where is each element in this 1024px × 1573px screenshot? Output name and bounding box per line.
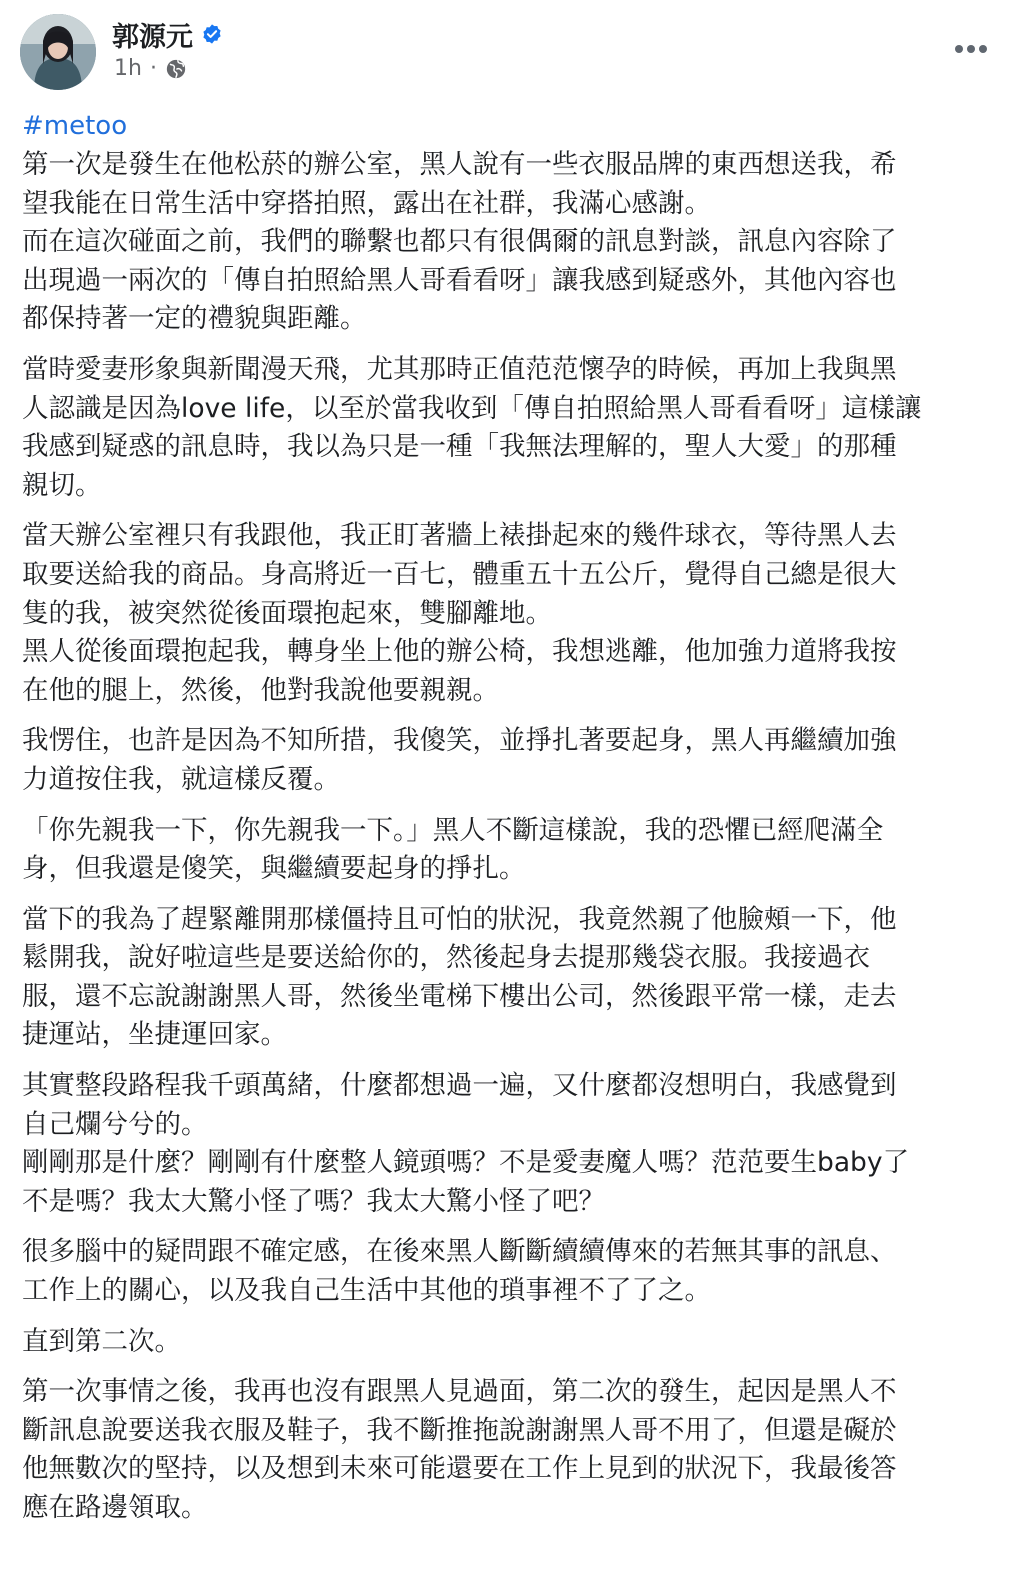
post-text-line: 他無數次的堅持，以及想到未來可能還要在工作上見到的狀況下，我最後答 xyxy=(22,1453,897,1485)
post-text-line: 第一次是發生在他松菸的辦公室，黑人說有一些衣服品牌的東西想送我，希 xyxy=(22,149,897,180)
post-body xyxy=(22,106,997,1540)
post-text-line: 服，還不忘說謝謝黑人哥，然後坐電梯下樓出公司，然後跟平常一樣，走去 xyxy=(22,980,897,1012)
author-name[interactable]: 郭源元 xyxy=(112,21,193,53)
meta-separator: · xyxy=(149,56,157,81)
post-text-line: 出現過一兩次的「傳自拍照給黑人哥看看呀」讓我感到疑惑外，其他內容也 xyxy=(22,264,897,296)
post-text-line: 取要送給我的商品。身高將近一百七，體重五十五公斤，覺得自己總是很大 xyxy=(22,558,897,590)
post-text-line: 不是嗎？我太大驚小怪了嗎？我太大驚小怪了吧？ xyxy=(22,1185,605,1217)
post-text-line: 人認識是因為love life，以至於當我收到「傳自拍照給黑人哥看看呀」這樣讓 xyxy=(22,392,922,424)
post-paragraph xyxy=(22,351,997,505)
avatar-photo xyxy=(20,14,96,90)
post-paragraph xyxy=(22,223,997,339)
post-text-line: 望我能在日常生活中穿搭拍照，露出在社群，我滿心感謝。 xyxy=(22,187,711,219)
post-text-line: 「你先親我一下，你先親我一下。」黑人不斷這樣說，我的恐懼已經爬滿全 xyxy=(22,814,884,846)
post-text-line: 工作上的關心，以及我自己生活中其他的瑣事裡不了了之。 xyxy=(22,1275,711,1307)
post-text-line: 當天辦公室裡只有我跟他，我正盯著牆上裱掛起來的幾件球衣，等待黑人去 xyxy=(22,520,897,552)
post-text-line: 剛剛那是什麼？剛剛有什麼整人鏡頭嗎？不是愛妻魔人嗎？范范要生baby了 xyxy=(22,1147,910,1179)
post-meta xyxy=(114,56,187,81)
post-text-line: 自己爛兮兮的。 xyxy=(22,1108,208,1140)
post-text-line: 很多腦中的疑問跟不確定感，在後來黑人斷斷續續傳來的若無其事的訊息、 xyxy=(22,1236,897,1268)
post-text-line: 親切。 xyxy=(22,469,102,501)
post-paragraph xyxy=(22,1233,997,1310)
hashtag-link[interactable]: #metoo xyxy=(22,111,128,141)
post-paragraph xyxy=(22,1323,997,1362)
post-paragraph xyxy=(22,146,997,223)
post-timestamp[interactable]: 1h xyxy=(114,56,142,81)
post-header xyxy=(18,12,1008,94)
post-text-line: 力道按住我，就這樣反覆。 xyxy=(22,763,340,795)
post-paragraph xyxy=(22,812,997,889)
post-text-line: 而在這次碰面之前，我們的聯繫也都只有很偶爾的訊息對談，訊息內容除了 xyxy=(22,226,897,258)
post-text-line: 第一次事情之後，我再也沒有跟黑人見過面，第二次的發生，起因是黑人不 xyxy=(22,1376,897,1408)
post-text-line: 斷訊息說要送我衣服及鞋子，我不斷推拖說謝謝黑人哥不用了，但還是礙於 xyxy=(22,1414,897,1446)
post-text-line: 當下的我為了趕緊離開那樣僵持且可怕的狀況，我竟然親了他臉頰一下，他 xyxy=(22,903,897,935)
post-paragraph xyxy=(22,1373,997,1527)
post-text-line: 身，但我還是傻笑，與繼續要起身的掙扎。 xyxy=(22,853,526,885)
post-text-line: 當時愛妻形象與新聞漫天飛，尤其那時正值范范懷孕的時候，再加上我與黑 xyxy=(22,353,897,385)
post-text-line: 黑人從後面環抱起我，轉身坐上他的辦公椅，我想逃離，他加強力道將我按 xyxy=(22,636,897,668)
post-text xyxy=(22,146,997,1528)
globe-icon[interactable] xyxy=(165,58,187,80)
more-options-icon[interactable] xyxy=(946,34,996,64)
post-text-line: 我愣住，也許是因為不知所措，我傻笑，並掙扎著要起身，黑人再繼續加強 xyxy=(22,725,897,757)
post-paragraph xyxy=(22,517,997,633)
post-text-line: 鬆開我，說好啦這些是要送給你的，然後起身去提那幾袋衣服。我接過衣 xyxy=(22,942,870,974)
post-text-line: 應在路邊領取。 xyxy=(22,1492,208,1523)
post-text-line: 直到第二次。 xyxy=(22,1325,181,1357)
post-text-line: 我感到疑惑的訊息時，我以為只是一種「我無法理解的，聖人大愛」的那種 xyxy=(22,431,897,463)
post-paragraph xyxy=(22,1144,997,1221)
post-paragraph xyxy=(22,901,997,1055)
verified-badge-icon xyxy=(201,23,223,45)
post-text-line: 在他的腿上，然後，他對我說他要親親。 xyxy=(22,674,499,706)
post-paragraph xyxy=(22,633,997,710)
post-paragraph xyxy=(22,1067,997,1144)
author-row xyxy=(112,16,223,52)
post-text-line: 其實整段路程我千頭萬緒，什麼都想過一遍，又什麼都沒想明白，我感覺到 xyxy=(22,1070,897,1102)
post-text-line: 都保持著一定的禮貌與距離。 xyxy=(22,303,367,335)
post-text-line: 捷運站，坐捷運回家。 xyxy=(22,1019,287,1051)
avatar[interactable] xyxy=(20,14,96,90)
post-text-line: 隻的我，被突然從後面環抱起來，雙腳離地。 xyxy=(22,597,552,629)
post-paragraph xyxy=(22,722,997,799)
